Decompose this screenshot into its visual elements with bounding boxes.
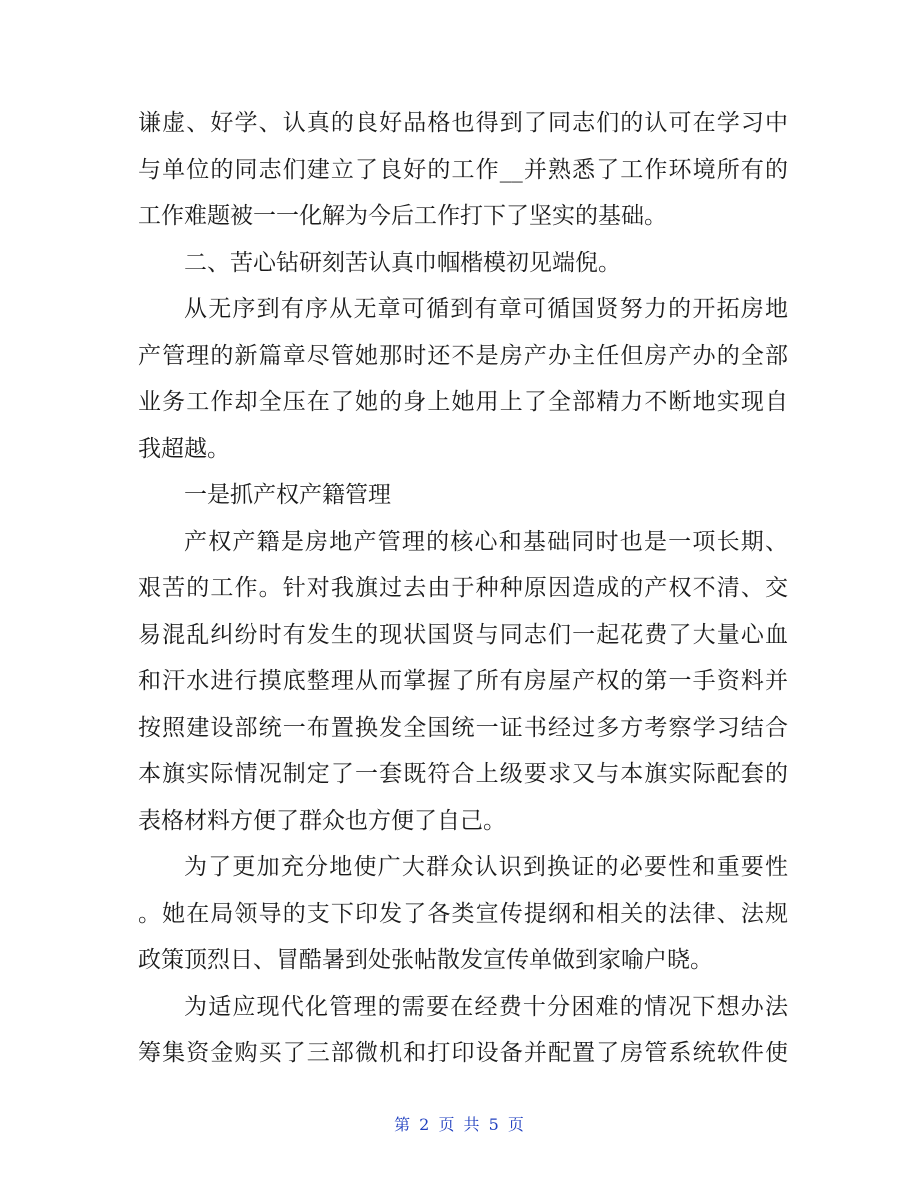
text-line: 。她在局领导的支下印发了各类宣传提纲和相关的法律、法规 <box>138 900 788 927</box>
text-line: 按照建设部统一布置换发全国统一证书经过多方考察学习结合 <box>138 714 788 741</box>
text-line: 从无序到有序从无章可循到有章可循国贤努力的开拓房地 <box>184 296 788 322</box>
text-line: 谦虚、好学、认真的良好品格也得到了同志们的认可在学习中 <box>138 110 788 136</box>
text-line: 和汗水进行摸底整理从而掌握了所有房屋产权的第一手资料并 <box>138 668 788 694</box>
text-line: 产管理的新篇章尽管她那时还不是房产办主任但房产办的全部 <box>138 342 788 369</box>
text-line: 为了更加充分地使广大群众认识到换证的必要性和重要性 <box>184 854 788 880</box>
page-number-footer: 第 2 页 共 5 页 <box>394 1115 526 1134</box>
text-line: 表格材料方便了群众也方便了自己。 <box>138 807 506 834</box>
text-line: 本旗实际情况制定了一套既符合上级要求又与本旗实际配套的 <box>138 761 788 787</box>
document-body <box>138 100 788 1077</box>
text-line: 我超越。 <box>138 435 230 462</box>
text-line: 政策顶烈日、冒酷暑到处张帖散发宣传单做到家喻户晓。 <box>138 947 713 973</box>
text-line: 筹集资金购买了三部微机和打印设备并配置了房管系统软件使 <box>138 1040 788 1066</box>
text-line: 产权产籍是房地产管理的核心和基础同时也是一项长期、 <box>184 528 788 555</box>
text-line: 一是抓产权产籍管理 <box>184 482 391 508</box>
text-line: 易混乱纠纷时有发生的现状国贤与同志们一起花费了大量心血 <box>138 621 788 648</box>
text-line: 工作难题被一一化解为今后工作打下了坚实的基础。 <box>138 203 667 229</box>
text-line: 与单位的同志们建立了良好的工作__并熟悉了工作环境所有的 <box>138 156 788 183</box>
text-line: 业务工作却全压在了她的身上她用上了全部精力不断地实现自 <box>138 389 788 415</box>
text-line: 艰苦的工作。针对我旗过去由于种种原因造成的产权不清、交 <box>138 575 788 601</box>
text-line: 为适应现代化管理的需要在经费十分困难的情况下想办法 <box>184 993 788 1020</box>
text-line: 二、苦心钻研刻苦认真巾帼楷模初见端倪。 <box>184 249 621 276</box>
